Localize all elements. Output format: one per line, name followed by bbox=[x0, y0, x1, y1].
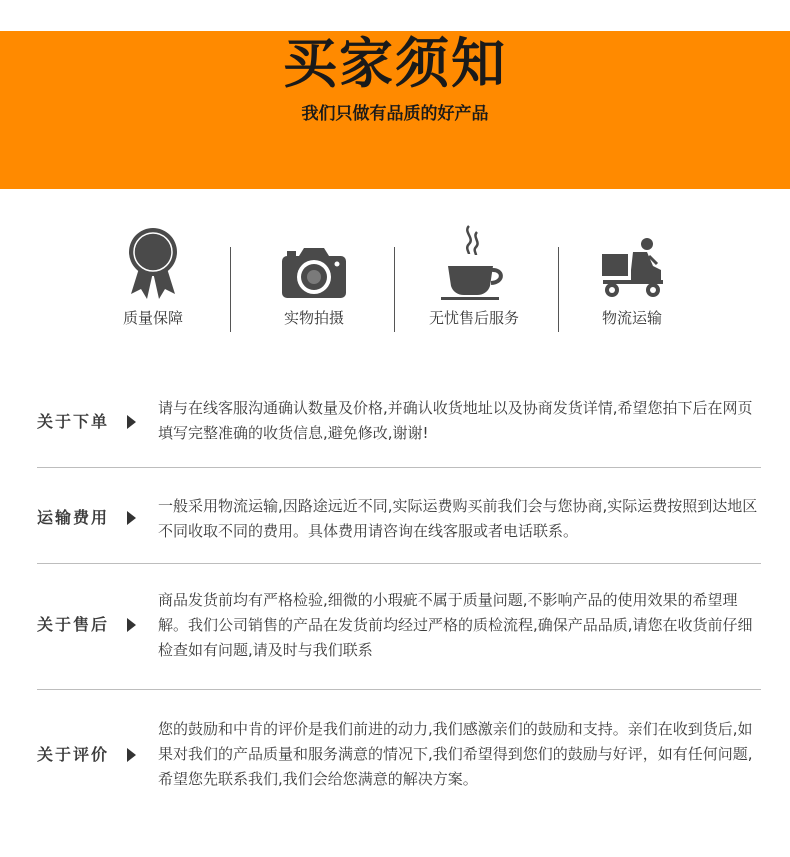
notice-text: 商品发货前均有严格检验,细微的小瑕疵不属于质量问题,不影响产品的使用效果的希望理解。我们公司销售的产品在发货前均经过严格的质检流程,确保产品品质,请您在收货前仔细检查如有问题,请及时与我们联系 bbox=[158, 591, 753, 659]
feature-photo bbox=[239, 222, 389, 342]
delivery-scooter-icon bbox=[557, 222, 707, 304]
play-arrow-icon bbox=[127, 511, 136, 525]
play-arrow-icon bbox=[127, 415, 136, 429]
camera-icon bbox=[239, 222, 389, 304]
feature-label: 实物拍摄 bbox=[283, 309, 344, 327]
feature-quality bbox=[78, 222, 228, 342]
coffee-cup-icon bbox=[399, 222, 549, 304]
notice-ordering bbox=[37, 396, 761, 448]
notice-shipping bbox=[37, 494, 761, 546]
feature-logistics bbox=[557, 222, 707, 342]
play-arrow-icon bbox=[127, 748, 136, 762]
feature-label: 物流运输 bbox=[601, 309, 662, 327]
divider bbox=[230, 247, 231, 332]
notice-text: 请与在线客服沟通确认数量及价格,并确认收货地址以及协商发货详情,希望您拍下后在网页填写完整准确的收货信息,避免修改,谢谢! bbox=[158, 399, 753, 442]
notice-after-sales bbox=[37, 588, 761, 666]
notice-reviews bbox=[37, 717, 761, 795]
notice-label: 关于下单 bbox=[37, 412, 110, 431]
notice-label: 关于评价 bbox=[37, 745, 110, 764]
notice-text: 一般采用物流运输,因路途远近不同,实际运费购买前我们会与您协商,实际运费按照到达地区不同收取不同的费用。具体费用请咨询在线客服或者电话联系。 bbox=[158, 497, 758, 540]
page-subtitle: 我们只做有品质的好产品 bbox=[301, 104, 489, 124]
feature-label: 质量保障 bbox=[122, 309, 183, 327]
divider bbox=[37, 689, 761, 690]
feature-row bbox=[68, 222, 738, 342]
notice-label: 运输费用 bbox=[37, 508, 110, 527]
play-arrow-icon bbox=[127, 618, 136, 632]
medal-icon bbox=[78, 222, 228, 304]
divider bbox=[37, 467, 761, 468]
page-title: 买家须知 bbox=[283, 32, 507, 95]
divider bbox=[394, 247, 395, 332]
divider bbox=[37, 563, 761, 564]
notice-text: 您的鼓励和中肯的评价是我们前进的动力,我们感激亲们的鼓励和支持。亲们在收到货后,如果对我们的产品质量和服务满意的情况下,我们希望得到您们的鼓励与好评，如有任何问题,希望您先联系我们,我们会给您满意的解决方案。 bbox=[158, 720, 753, 788]
feature-label: 无忧售后服务 bbox=[428, 309, 519, 327]
notice-label: 关于售后 bbox=[37, 615, 110, 634]
feature-after-sales bbox=[399, 222, 549, 342]
